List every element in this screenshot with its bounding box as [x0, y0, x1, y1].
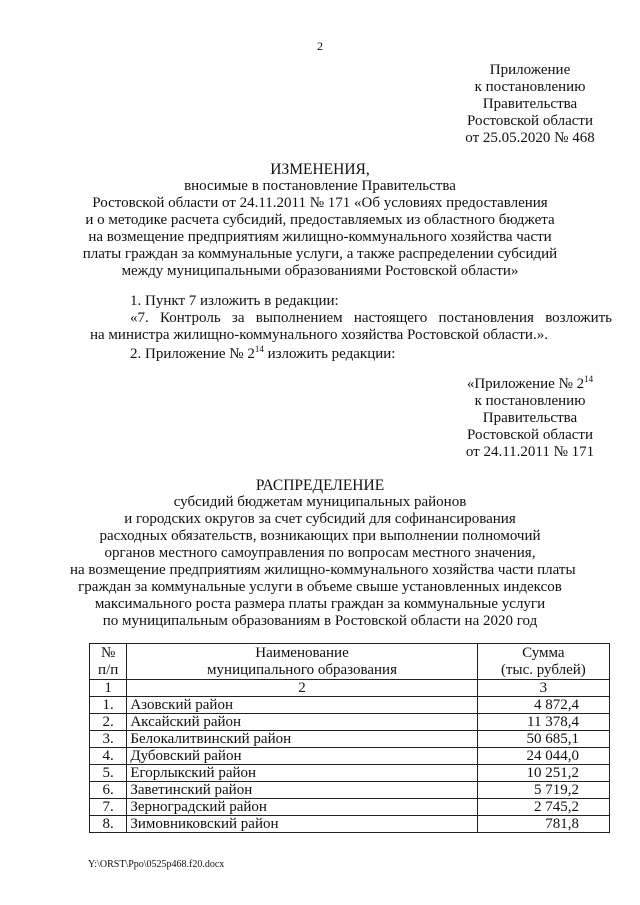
changes-line: платы граждан за коммунальные услуги, а также распределении субсидий [82, 246, 558, 262]
changes-line: вносимые в постановление Правительства [184, 178, 456, 194]
table-header-row [90, 644, 610, 680]
appendix-line: к постановлению [474, 79, 586, 95]
distribution-line: органов местного самоуправления по вопросам местного значения, [104, 545, 536, 561]
changes-line: на возмещение предприятиям жилищно-коммунального хозяйства части [88, 229, 552, 245]
row-name: Заветинский район [127, 782, 477, 799]
distribution-line: субсидий бюджетам муниципальных районов [173, 494, 467, 510]
appendix-line: Ростовской области [467, 427, 593, 443]
distribution-title: РАСПРЕДЕЛЕНИЕ [255, 477, 385, 494]
row-sum: 781,8 [477, 816, 609, 833]
index-cell: 1 [90, 680, 127, 697]
appendix-line: от 24.11.2011 № 171 [465, 444, 595, 460]
row-name: Азовский район [127, 697, 477, 714]
distribution-line: максимального роста размера платы граждан за коммунальные услуги [94, 596, 546, 612]
appendix-reference-top [445, 62, 615, 147]
appendix-line: Правительства [482, 96, 578, 112]
quote-line-1: «7. Контроль за выполнением настоящего постановления возложить [130, 310, 612, 326]
appendix-reference-quoted [440, 376, 620, 461]
changes-heading-block [70, 161, 570, 280]
changes-line: между муниципальными образованиями Ростовской области» [121, 263, 519, 279]
page-number: 2 [317, 39, 323, 53]
quote-line-2: на министра жилищно-коммунального хозяйства Ростовской области.». [90, 327, 548, 343]
table-row [90, 697, 610, 714]
row-num: 1. [90, 697, 127, 714]
row-sum: 4 872,4 [477, 697, 609, 714]
index-cell: 3 [477, 680, 609, 697]
table-row [90, 731, 610, 748]
table-row [90, 765, 610, 782]
row-num: 8. [90, 816, 127, 833]
row-num: 6. [90, 782, 127, 799]
item-2-paragraph [90, 346, 640, 363]
index-cell: 2 [127, 680, 477, 697]
item-2-suffix: изложить редакции: [263, 346, 396, 362]
row-name: Зерноградский район [127, 799, 477, 816]
row-sum: 5 719,2 [477, 782, 609, 799]
distribution-line: по муниципальным образованиям в Ростовской области на 2020 год [102, 613, 538, 629]
row-sum: 24 044,0 [477, 748, 609, 765]
distribution-line: расходных обязательств, возникающих при выполнении полномочий [99, 528, 541, 544]
row-sum: 2 745,2 [477, 799, 609, 816]
row-name: Егорлыкский район [127, 765, 477, 782]
header-num: № п/п [90, 644, 127, 680]
row-num: 4. [90, 748, 127, 765]
item-2-prefix: 2. Приложение № 2 [130, 346, 255, 362]
row-num: 7. [90, 799, 127, 816]
distribution-line: граждан за коммунальные услуги в объеме свыше установленных индексов [78, 579, 562, 595]
changes-line: Ростовской области от 24.11.2011 № 171 «Об условиях предоставления [92, 195, 548, 211]
changes-title: ИЗМЕНЕНИЯ, [270, 161, 370, 178]
appendix-line: «Приложение № $2^{14}$ [466, 374, 594, 392]
row-num: 2. [90, 714, 127, 731]
row-name: Дубовский район [127, 748, 477, 765]
row-name: Зимовниковский район [127, 816, 477, 833]
header-sum: Сумма (тыс. рублей) [477, 644, 609, 680]
changes-line: и о методике расчета субсидий, предоставляемых из областного бюджета [85, 212, 555, 228]
table-row [90, 748, 610, 765]
appendix-line: к постановлению [474, 393, 586, 409]
quoted-clause-7 [90, 310, 612, 344]
table-row [90, 714, 610, 731]
distribution-heading-block [70, 477, 576, 630]
appendix-superscript: 14 [584, 374, 594, 384]
table-row [90, 816, 610, 833]
row-sum: 10 251,2 [477, 765, 609, 782]
distribution-line: на возмещение предприятиям жилищно-коммунального хозяйства части платы [70, 562, 576, 578]
appendix-line: Ростовской области [467, 113, 593, 129]
item-1-text: 1. Пункт 7 изложить в редакции: [130, 293, 339, 309]
table-index-row [90, 680, 610, 697]
appendix-line: от 25.05.2020 № 468 [465, 130, 595, 146]
distribution-line: и городских округов за счет субсидий для софинансирования [124, 511, 516, 527]
appendix-line: Приложение [489, 62, 571, 78]
row-name: Белокалитвинский район [127, 731, 477, 748]
row-num: 5. [90, 765, 127, 782]
item-1-paragraph [90, 293, 612, 310]
item-2-superscript: 14 [254, 344, 264, 354]
row-sum: 11 378,4 [477, 714, 609, 731]
table-row [90, 799, 610, 816]
header-name: Наименование муниципального образования [127, 644, 477, 680]
row-name: Аксайский район [127, 714, 477, 731]
appendix-line: Правительства [482, 410, 578, 426]
row-num: 3. [90, 731, 127, 748]
row-sum: 50 685,1 [477, 731, 609, 748]
file-path-footer: Y:\ORST\Ppo\0525p468.f20.docx [88, 859, 225, 870]
subsidy-distribution-table [89, 643, 610, 833]
table-row [90, 782, 610, 799]
